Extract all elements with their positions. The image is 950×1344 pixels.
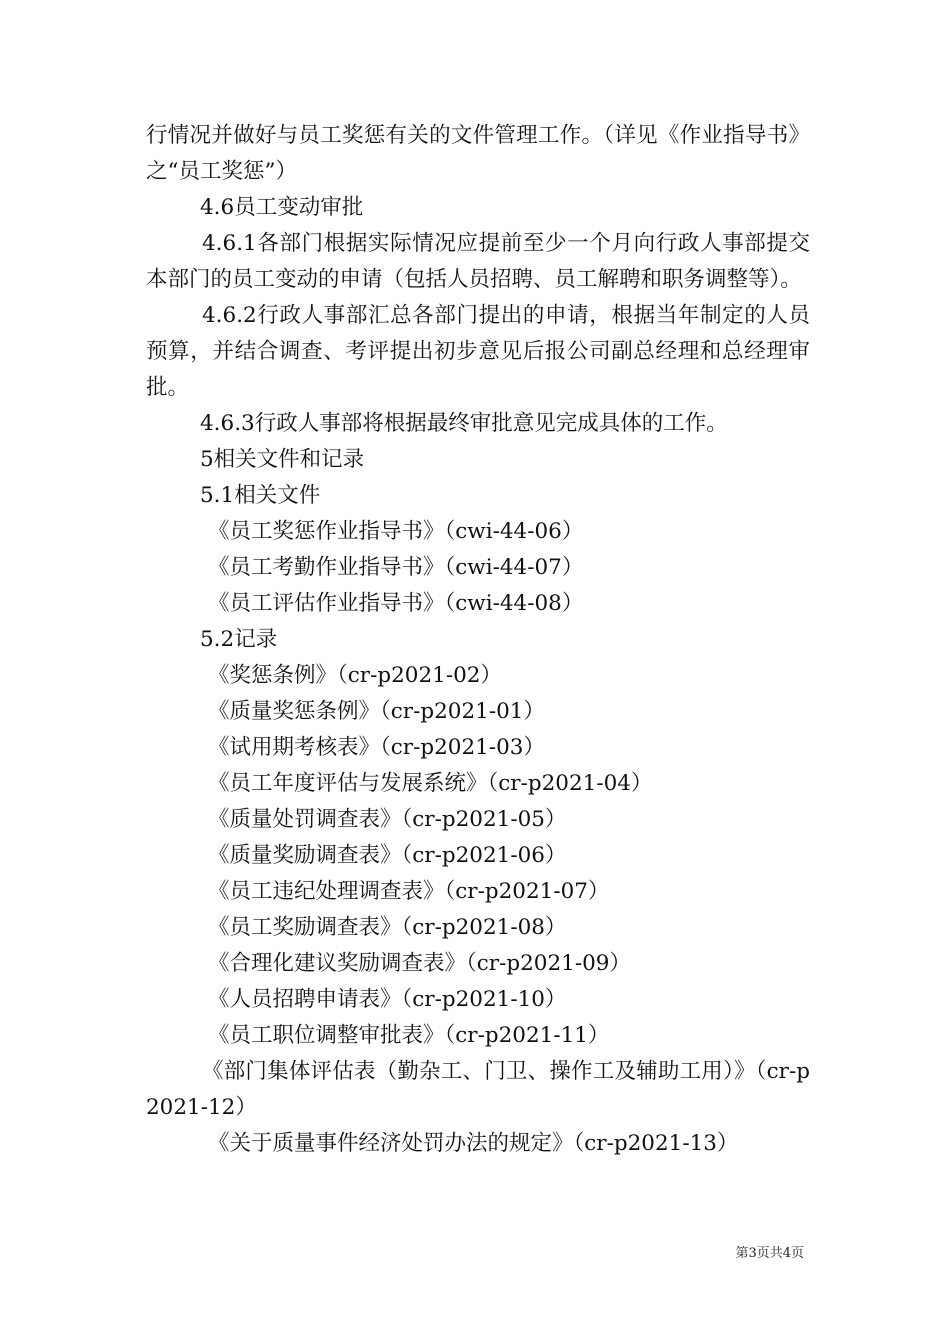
list-item: 《质量奖励调查表》（cr-p2021-06） — [208, 843, 567, 868]
list-item: 《试用期考核表》（cr-p2021-03） — [208, 735, 545, 760]
section-heading-5-1: 5.1相关文件 — [200, 483, 321, 508]
list-item: 《质量处罚调查表》（cr-p2021-05） — [208, 807, 567, 832]
paragraph-continuation: 行情况并做好与员工奖惩有关的文件管理工作。（详见《作业指导书》之“员工奖惩”） — [146, 123, 810, 184]
list-item: 《员工违纪处理调查表》（cr-p2021-07） — [208, 879, 610, 904]
list-item: 《关于质量事件经济处罚办法的规定》（cr-p2021-13） — [208, 1131, 739, 1156]
document-body — [146, 118, 810, 1162]
section-heading-5: 5相关文件和记录 — [200, 447, 365, 472]
list-item: 《奖惩条例》（cr-p2021-02） — [208, 663, 502, 688]
list-item: 《员工考勤作业指导书》（cwi-44-07） — [208, 555, 584, 580]
list-item: 《员工职位调整审批表》（cr-p2021-11） — [208, 1023, 610, 1048]
list-item: 《员工奖惩作业指导书》（cwi-44-06） — [208, 519, 584, 544]
list-item: 《质量奖惩条例》（cr-p2021-01） — [208, 699, 545, 724]
list-item: 《部门集体评估表（勤杂工、门卫、操作工及辅助工用）》（cr-p2021-12） — [146, 1059, 810, 1120]
page-number: 第3页共4页 — [735, 1246, 804, 1261]
list-item: 《合理化建议奖励调查表》（cr-p2021-09） — [208, 951, 631, 976]
list-item: 《人员招聘申请表》（cr-p2021-10） — [208, 987, 567, 1012]
paragraph-4-6-1: 4.6.1各部门根据实际情况应提前至少一个月向行政人事部提交本部门的员工变动的申请（包括人员招聘、员工解聘和职务调整等）。 — [146, 231, 810, 292]
list-item: 《员工评估作业指导书》（cwi-44-08） — [208, 591, 584, 616]
list-item: 《员工奖励调查表》（cr-p2021-08） — [208, 915, 567, 940]
section-heading-5-2: 5.2记录 — [200, 627, 278, 652]
section-heading-4-6: 4.6员工变动审批 — [200, 195, 364, 220]
list-item: 《员工年度评估与发展系统》（cr-p2021-04） — [208, 771, 653, 796]
related-files-list — [146, 514, 810, 622]
paragraph-4-6-2: 4.6.2行政人事部汇总各部门提出的申请，根据当年制定的人员预算，并结合调查、考评提出初步意见后报公司副总经理和总经理审批。 — [146, 303, 810, 400]
records-list — [146, 658, 810, 1054]
paragraph-4-6-3: 4.6.3行政人事部将根据最终审批意见完成具体的工作。 — [200, 411, 728, 436]
